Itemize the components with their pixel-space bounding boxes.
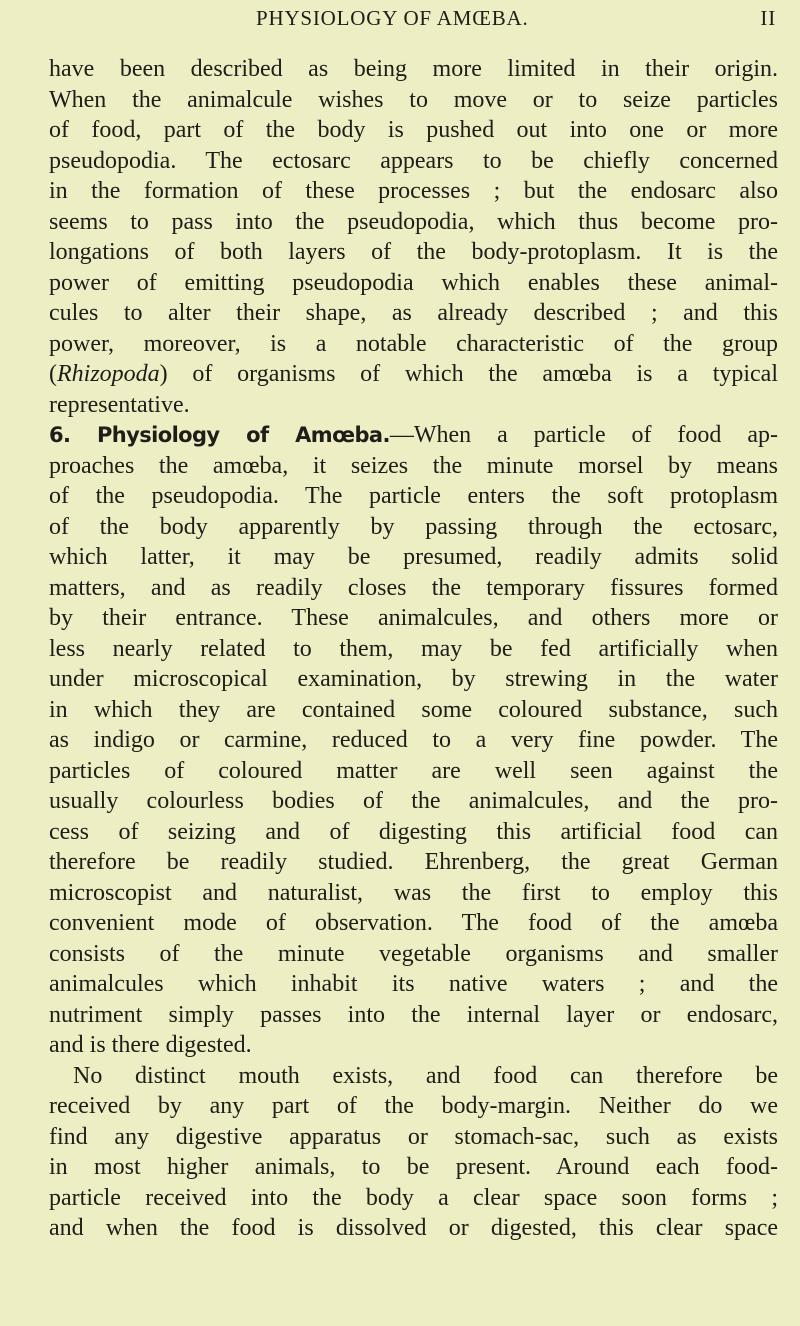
running-title: PHYSIOLOGY OF AMŒBA. <box>256 6 529 30</box>
text-line: under microscopical examination, by strewing in the water <box>49 666 778 692</box>
text-line: nutriment simply passes into the internal layer or endosarc, <box>49 1001 778 1028</box>
text-line: power, moreover, is a notable characteristic of the group <box>49 330 778 357</box>
text-line <box>49 420 778 451</box>
text-line: consists of the minute vegetable organisms and smaller <box>49 940 778 967</box>
text-line: have been described as being more limited in their origin. <box>49 56 778 82</box>
text-line <box>49 359 778 390</box>
text-line: and when the food is dissolved or digested, this clear space <box>49 1215 778 1241</box>
text-line: pseudopodia. The ectosarc appears to be chiefly concerned <box>49 147 778 174</box>
text-line: longations of both layers of the body-protoplasm. It is the <box>49 239 778 265</box>
text-line: animalcules which inhabit its native waters ; and the <box>49 971 778 997</box>
text-line: by their entrance. These animalcules, and others more or <box>49 605 778 631</box>
text-line: of the pseudopodia. The particle enters the soft protoplasm <box>49 483 778 509</box>
text-line: cules to alter their shape, as already described ; and this <box>49 300 778 326</box>
text-line: microscopist and naturalist, was the first to employ this <box>49 879 778 906</box>
text-line: power of emitting pseudopodia which enables these animal- <box>49 269 778 296</box>
text-line: less nearly related to them, may be fed artificially when <box>49 635 778 662</box>
text-line: matters, and as readily closes the temporary fissures formed <box>49 574 778 601</box>
text-fragment: ) of organisms of which the amœba is a typical <box>159 361 778 387</box>
body-text <box>49 54 778 1244</box>
text-line: particle received into the body a clear space soon forms ; <box>49 1184 778 1211</box>
text-line: particles of coloured matter are well seen against the <box>49 757 778 784</box>
group-name-italic: Rhizopoda <box>57 361 160 387</box>
text-line: usually colourless bodies of the animalcules, and the pro- <box>49 788 778 814</box>
text-line: find any digestive apparatus or stomach-sac, such as exists <box>49 1123 778 1150</box>
text-line: proaches the amœba, it seizes the minute morsel by means <box>49 452 778 479</box>
text-line: in most higher animals, to be present. Around each food- <box>49 1154 778 1180</box>
text-line: cess of seizing and of digesting this artificial food can <box>49 818 778 845</box>
text-line: of the body apparently by passing through the ectosarc, <box>49 513 778 540</box>
text-line: convenient mode of observation. The food of the amœba <box>49 910 778 936</box>
text-line: When the animalcule wishes to move or to seize particles <box>49 86 778 113</box>
text-line: in the formation of these processes ; but the endosarc also <box>49 178 778 204</box>
text-line: of food, part of the body is pushed out into one or more <box>49 117 778 143</box>
text-line: which latter, it may be presumed, readily admits solid <box>49 544 778 570</box>
text-fragment: —When a particle of food ap- <box>389 422 778 448</box>
section-heading: 6. Physiology of Amœba. <box>49 423 390 447</box>
text-fragment: ( <box>49 361 57 387</box>
text-line: seems to pass into the pseudopodia, which thus become pro- <box>49 208 778 235</box>
text-line: as indigo or carmine, reduced to a very fine powder. The <box>49 727 778 753</box>
page-header <box>256 6 776 36</box>
text-line: in which they are contained some coloured substance, such <box>49 696 778 723</box>
text-line: representative. <box>49 391 190 418</box>
page-number: II <box>760 6 776 30</box>
text-line: therefore be readily studied. Ehrenberg, the great German <box>49 849 778 875</box>
text-line: and is there digested. <box>49 1032 252 1058</box>
text-line: No distinct mouth exists, and food can therefore be <box>73 1062 778 1089</box>
text-line: received by any part of the body-margin. Neither do we <box>49 1093 778 1119</box>
